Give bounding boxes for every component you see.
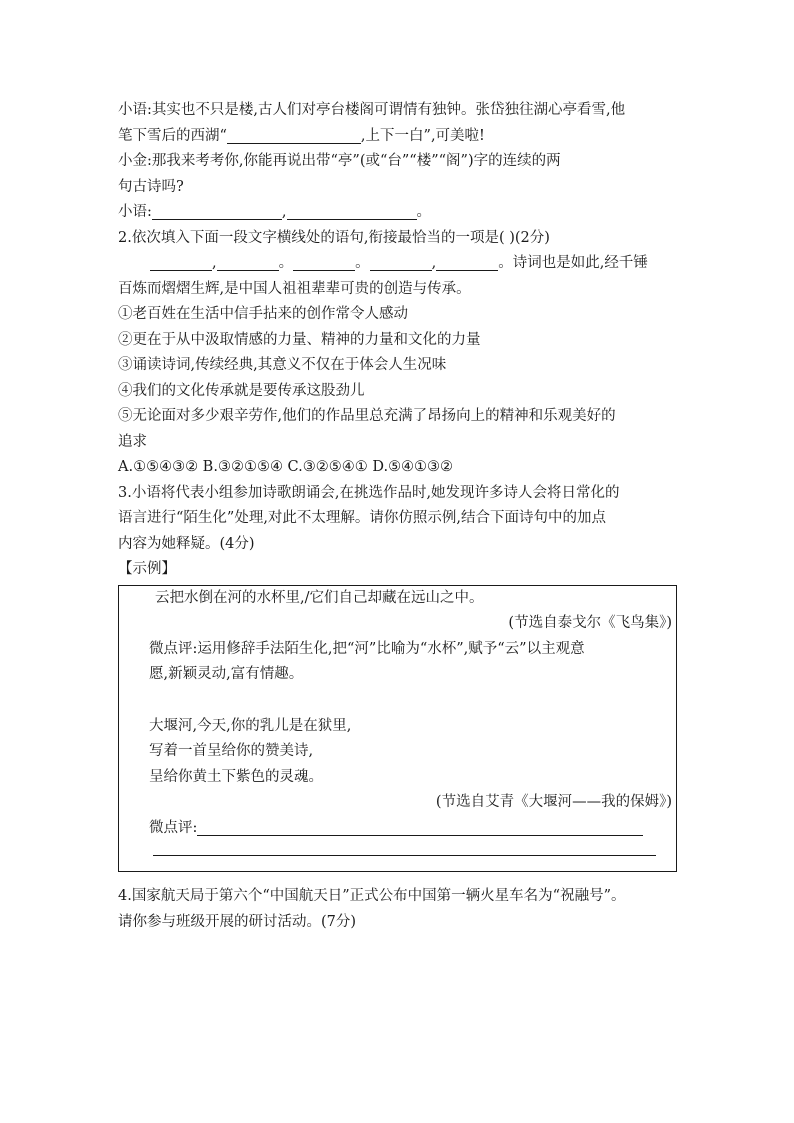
period: 。: [355, 255, 370, 271]
comment-answer-blank-1[interactable]: [197, 818, 643, 836]
q2-passage-line-2: 百炼而熠熠生辉,是中国人祖祖辈辈可贵的创造与传承。: [118, 280, 471, 297]
poem-2-line-2: 写着一首呈给你的赞美诗,: [149, 743, 314, 759]
example-comment-line-2: 愿,新颖灵动,富有情趣。: [149, 666, 304, 682]
q2-option-2: ②更在于从中汲取情感的力量、精神的力量和文化的力量: [118, 331, 481, 348]
q2-passage-line-1: [118, 251, 680, 277]
q2-blank-3[interactable]: [293, 253, 355, 271]
dialogue-line-2: [118, 124, 680, 150]
example-comment-line-1: 微点评:运用修辞手法陌生化,把“河”比喻为“水杯”,赋予“云”以主观意: [149, 640, 585, 657]
dialogue-line-5: [118, 200, 680, 226]
example-poem-1: 云把水倒在河的水杯里,/它们自己却藏在远山之中。: [155, 589, 484, 606]
dialogue-line-2-end: ,上下一白”,可美啦!: [360, 127, 485, 144]
fill-blank-poem-2[interactable]: [287, 202, 417, 220]
comment-label: 微点评:: [149, 819, 198, 836]
comment-answer-line-2: [149, 841, 672, 867]
q2-option-5a: ⑤无论面对多少艰辛劳作,他们的作品里总充满了昂扬向上的精神和乐观美好的: [118, 408, 616, 424]
dialogue-line-3: 小金:那我来考考你,你能再说出带“亭”(或“台”“楼”“阁”)字的连续的两: [118, 153, 561, 169]
q3-stem-line-1: 3.小语将代表小组参加诗歌朗诵会,在挑选作品时,她发现许多诗人会将日常化的: [118, 484, 620, 501]
poem-2-source: (节选自艾青《大堰河——我的保姆》): [435, 794, 672, 810]
comma: ,: [212, 255, 217, 271]
dialogue-line-2-start: 笔下雪后的西湖“: [118, 127, 227, 144]
q2-blank-2[interactable]: [217, 253, 279, 271]
q2-option-5b: 追求: [118, 433, 147, 450]
poem-2-line-3: 呈给你黄土下紫色的灵魂。: [149, 768, 323, 785]
dialogue-line-1: 小语:其实也不只是楼,古人们对亭台楼阁可谓情有独钟。张岱独往湖心亭看雪,他: [118, 102, 626, 118]
speaker-xiaoyu: 小语:: [118, 204, 152, 220]
q2-blank-5[interactable]: [436, 253, 498, 271]
q2-option-1: ①老百姓在生活中信手拈来的创作常令人感动: [118, 306, 408, 322]
period: 。: [416, 204, 431, 220]
fill-blank-xihu[interactable]: [227, 126, 361, 144]
comma: ,: [281, 204, 287, 220]
comment-answer-line: [149, 816, 672, 842]
spacer: [149, 688, 672, 714]
example-label: 【示例】: [118, 561, 176, 577]
comma: ,: [431, 255, 437, 271]
q2-option-4: ④我们的文化传承就是要传承这股劲儿: [118, 382, 365, 399]
example-source-1: (节选自泰戈尔《飞鸟集》): [508, 615, 672, 631]
example-box: [118, 585, 677, 873]
q2-passage-tail: 诗词也是如此,经千锤: [512, 255, 648, 271]
q3-stem-line-3: 内容为她释疑。(4分): [118, 535, 255, 552]
q2-option-3: ③诵读诗词,传续经典,其意义不仅在于体会人生况味: [118, 357, 447, 373]
q4-stem-line-1: 4.国家航天局于第六个“中国航天日”正式公布中国第一辆火星车名为“祝融号”。: [118, 888, 626, 904]
comment-answer-blank-2[interactable]: [153, 855, 656, 856]
q2-stem: 2.依次填入下面一段文字横线处的语句,衔接最恰当的一项是( )(2分): [118, 229, 550, 246]
dialogue-line-4: 句古诗吗?: [118, 178, 184, 195]
period: 。: [498, 255, 513, 271]
period: 。: [278, 255, 294, 271]
q2-blank-1[interactable]: [150, 253, 212, 271]
poem-2-line-1: 大堰河,今天,你的乳儿是在狱里,: [149, 717, 352, 734]
q4-stem-line-2: 请你参与班级开展的研讨活动。(7分): [118, 913, 357, 930]
q2-choices: A.①⑤④③② B.③②①⑤④ C.③②⑤④① D.⑤④①③②: [118, 459, 454, 475]
document-content: [118, 98, 680, 935]
fill-blank-poem-1[interactable]: [152, 202, 282, 220]
q2-blank-4[interactable]: [370, 253, 432, 271]
q3-stem-line-2: 语言进行“陌生化”处理,对此不太理解。请你仿照示例,结合下面诗句中的加点: [118, 510, 607, 526]
